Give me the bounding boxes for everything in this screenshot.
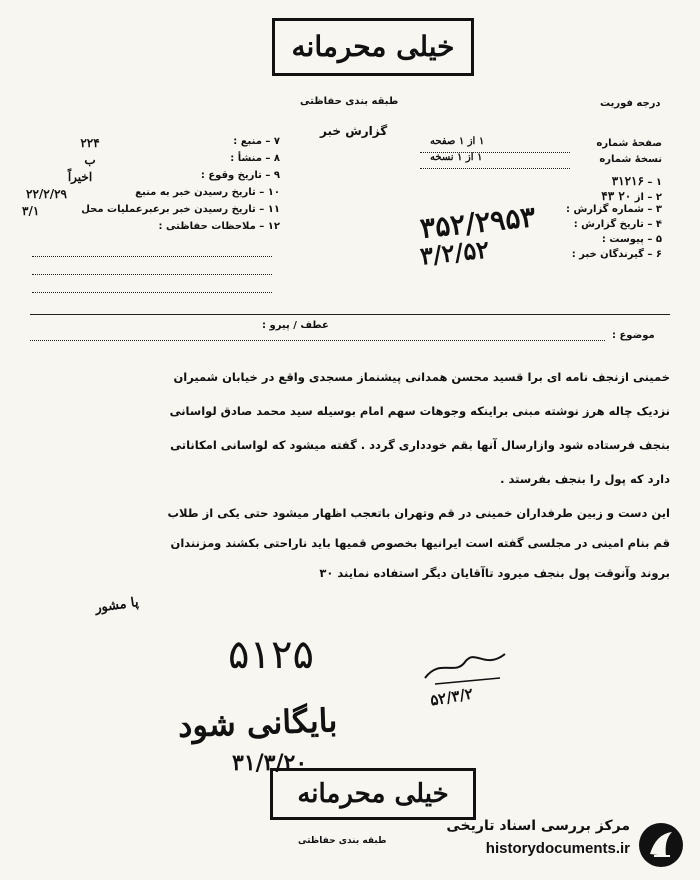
field-value: ۱ از ۱ صفحه: [430, 136, 485, 147]
margin-scribble: پا مشور: [94, 595, 140, 616]
field-value: ۲۲/۲/۲۹: [26, 187, 67, 201]
watermark: [422, 818, 690, 874]
priority-label: درجه فوریت: [600, 98, 661, 109]
watermark-url: historydocuments.ir: [485, 840, 630, 857]
bottom-secret-stamp: [270, 768, 476, 820]
ref-label: عطف / پیرو :: [262, 320, 329, 331]
field-1: [400, 174, 662, 189]
field-security-notes: [30, 221, 280, 238]
signature-date: ۵۲/۳/۲: [428, 684, 475, 710]
field-date-received-source: [26, 187, 280, 204]
field-label: ۲ – از: [634, 192, 662, 203]
field-label: ۶ – گیرندگان خبر :: [571, 249, 662, 260]
field-value: ۲۰ ۴۳: [601, 189, 632, 203]
handwritten-ref-number: ۵۱۲۵: [228, 632, 314, 678]
archive-note: بایگانی شود: [177, 701, 338, 745]
field-label: ۳ – شماره گزارش :: [565, 204, 662, 215]
field-value: اخیراً: [67, 170, 93, 184]
field-date-occurred: [30, 170, 280, 187]
top-secret-stamp: [272, 18, 474, 76]
report-body: [100, 370, 670, 596]
left-fields: [22, 136, 280, 238]
field-label: ۹ – تاریخ وقوع :: [200, 170, 280, 181]
body-line: دارد که پول را بنجف بفرستد .: [500, 472, 670, 486]
field-label: نسخهٔ شماره: [599, 154, 662, 165]
field-label: ۸ – منشأ :: [230, 153, 280, 164]
subject-label: موضوع :: [612, 330, 655, 341]
handwritten-report-date: ۳/۲/۵۲: [418, 234, 491, 271]
body-line: قم بنام امینی در مجلسی گفته است ایرانیها بخصوص قمیها باید ناراحتی بکشند ومزنندان: [170, 536, 670, 550]
bottom-stamp-text: خیلی محرمانه: [297, 779, 449, 809]
body-line: نزدیک چاله هرز نوشته مبنی براینکه وجوهات سهم امام بوسیله سید محمد صادق لواسانی: [169, 404, 670, 418]
archive-date: ۳۱/۳/۲۰: [232, 750, 308, 776]
field-origin: [30, 153, 280, 170]
handwritten-report-number: ۳۵۲/۲۹۵۳: [418, 200, 537, 245]
archive-logo-icon: [636, 820, 686, 870]
field-label: ۷ – منبع :: [233, 136, 280, 147]
field-label: ۱۰ – تاریخ رسیدن خبر به منبع: [135, 187, 280, 198]
field-label: صفحهٔ شماره: [596, 138, 662, 149]
field-value: ۱ از ۱ نسخه: [430, 152, 483, 163]
field-value: ب: [84, 153, 96, 167]
signature-scribble-icon: [420, 648, 510, 688]
top-stamp-text: خیلی محرمانه: [291, 30, 455, 63]
field-label: ۵ – پیوست :: [601, 234, 662, 245]
field-label: ۴ – تاریخ گزارش :: [573, 219, 662, 230]
report-title: گزارش خبر: [320, 124, 388, 138]
field-value: ۳/۱: [22, 204, 40, 218]
body-line: بنجف فرستاده شود وازارسال آنها بقم خودداری گردد . گفته میشود که لواسانی امکاناتی: [170, 438, 670, 452]
field-label: ۱۲ – ملاحظات حفاظتی :: [158, 221, 280, 232]
body-line: این دست و زبین طرفداران خمینی در قم وتهران باتعجب اظهار میشود حتی یکی از طلاب: [167, 506, 670, 520]
classification-label: طبقه بندی حفاظتی: [300, 96, 399, 107]
footer-classification: طبقه بندی حفاظتی: [298, 836, 387, 846]
field-value: ۲۲۴: [80, 136, 100, 150]
field-label: ۱ –: [647, 177, 662, 188]
watermark-title: مرکز بررسی اسناد تاریخی: [446, 818, 630, 834]
field-source: [30, 136, 280, 153]
body-line: بروند وآنوقت پول بنجف میرود تاآقایان دیگر استفاده نمایند ۳۰: [319, 566, 670, 580]
field-value: ۳۱۲۱۶: [611, 174, 644, 188]
field-label: ۱۱ – تاریخ رسیدن خبر برعبرعملیات محل: [81, 204, 280, 215]
field-date-received-ops: [22, 204, 280, 221]
body-line: خمینی ازنجف نامه ای برا قسید محسن همدانی پیشنماز مسجدی واقع در خیابان شمیران: [173, 370, 670, 384]
